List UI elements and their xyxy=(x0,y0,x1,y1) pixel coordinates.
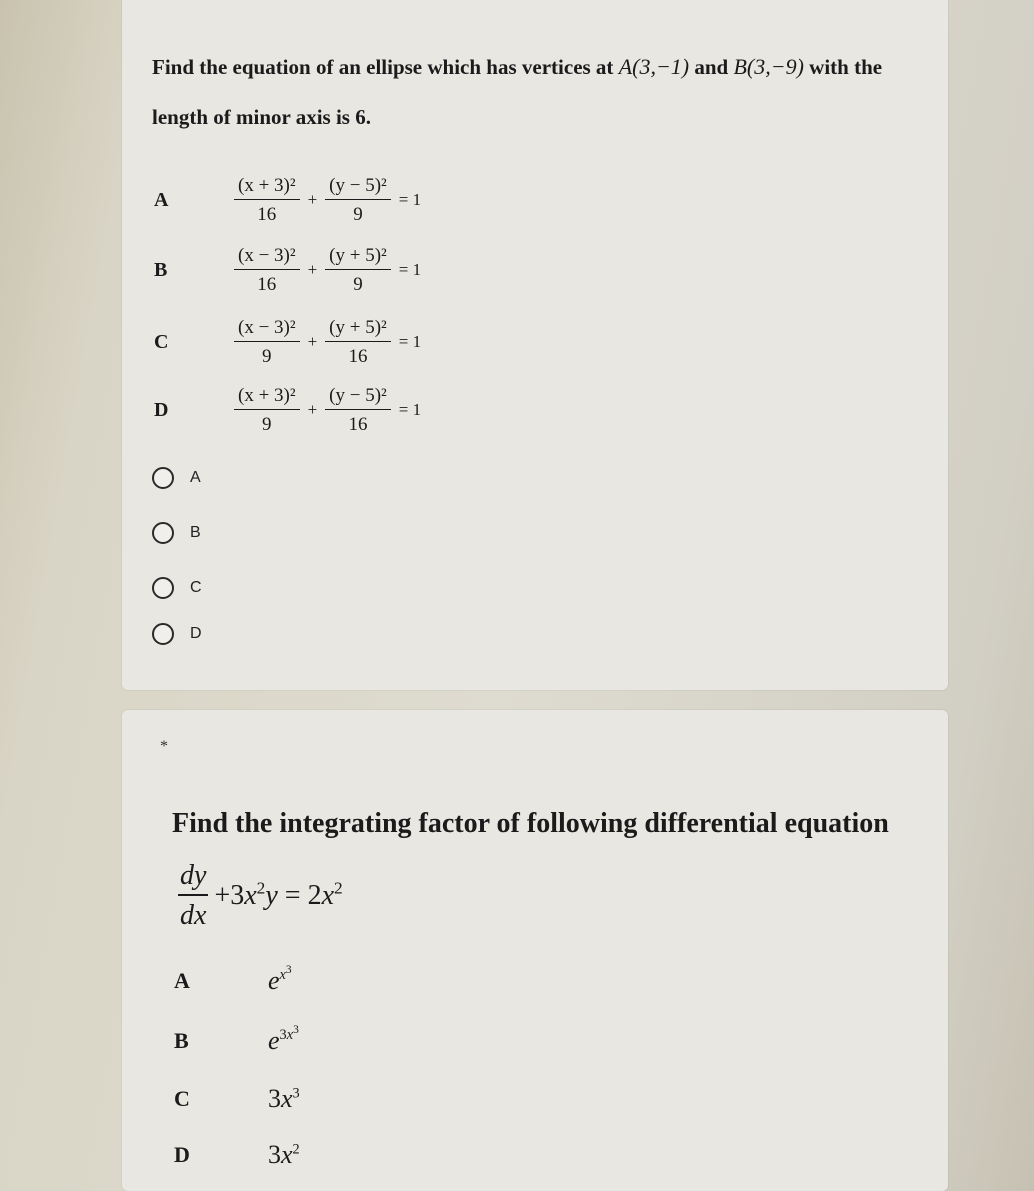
differential-equation xyxy=(176,860,343,932)
ellipse-formula xyxy=(232,317,427,368)
option-value: $e^{3x^3}$ xyxy=(268,1024,299,1055)
q1-option-c xyxy=(154,310,427,374)
radio-button[interactable] xyxy=(152,467,174,489)
fraction-denominator: 16 xyxy=(348,345,368,367)
radio-button[interactable] xyxy=(152,577,174,599)
derivative-denominator: dx xyxy=(180,900,207,931)
question-card-1 xyxy=(122,0,948,690)
question-1-text-and: and xyxy=(694,55,729,79)
equation-remainder: $+3x^2y = 2x^2$ xyxy=(214,878,343,911)
radio-label: B xyxy=(190,524,201,541)
q1-option-d xyxy=(154,378,427,442)
ellipse-formula xyxy=(232,175,427,226)
option-letter: A xyxy=(154,188,169,211)
fraction-numerator: (x + 3)² xyxy=(234,175,300,200)
q1-option-b xyxy=(154,238,427,302)
plus-sign: + xyxy=(307,332,318,351)
plus-sign: + xyxy=(307,260,318,279)
radio-label: A xyxy=(190,469,201,486)
question-1-text-part: Find the equation of an ellipse which has vertices at xyxy=(152,55,614,79)
fraction-denominator: 9 xyxy=(353,273,363,295)
q2-option-b xyxy=(174,1016,299,1066)
fraction-numerator: (y + 5)² xyxy=(325,245,391,270)
radio-button[interactable] xyxy=(152,623,174,645)
option-value: $3x^2$ xyxy=(268,1140,300,1169)
option-letter: B xyxy=(174,1028,189,1053)
option-value: $3x^3$ xyxy=(268,1084,300,1113)
equals-one: = 1 xyxy=(398,190,422,209)
equals-one: = 1 xyxy=(398,260,422,279)
option-letter: D xyxy=(174,1142,190,1167)
vertex-b: B(3,−9) xyxy=(733,54,804,79)
derivative-numerator: dy xyxy=(178,860,208,896)
q2-option-d xyxy=(174,1130,300,1180)
fraction-denominator: 9 xyxy=(262,413,272,435)
equals-one: = 1 xyxy=(398,400,422,419)
q2-option-a xyxy=(174,956,292,1006)
fraction-denominator: 9 xyxy=(353,203,363,225)
fraction-denominator: 9 xyxy=(262,345,272,367)
option-letter: C xyxy=(154,330,169,353)
q1-option-a xyxy=(154,168,427,232)
fraction-denominator: 16 xyxy=(257,273,277,295)
option-value: $e^{x^3}$ xyxy=(268,964,292,995)
question-2-text: Find the integrating factor of following differential equation xyxy=(172,808,889,839)
fraction-denominator: 16 xyxy=(348,413,368,435)
vertex-a: A(3,−1) xyxy=(618,54,690,79)
option-letter: B xyxy=(154,258,168,281)
radio-label: C xyxy=(190,579,202,596)
radio-choice-c[interactable] xyxy=(152,572,202,604)
option-letter: D xyxy=(154,398,169,421)
ellipse-formula xyxy=(232,385,427,436)
fraction-numerator: (x + 3)² xyxy=(234,385,300,410)
fraction-numerator: (y − 5)² xyxy=(325,385,391,410)
radio-choice-a[interactable] xyxy=(152,462,201,494)
option-letter: C xyxy=(174,1086,190,1111)
q2-option-c xyxy=(174,1074,300,1124)
plus-sign: + xyxy=(307,400,318,419)
fraction-denominator: 16 xyxy=(257,203,277,225)
option-letter: A xyxy=(174,968,190,993)
question-1-text-end: with the length of minor axis is 6. xyxy=(152,55,883,129)
fraction-numerator: (x − 3)² xyxy=(234,317,300,342)
radio-label: D xyxy=(190,625,202,642)
question-card-2 xyxy=(122,710,948,1191)
question-1-text xyxy=(152,42,932,142)
fraction-numerator: (y + 5)² xyxy=(325,317,391,342)
plus-sign: + xyxy=(307,190,318,209)
equals-one: = 1 xyxy=(398,332,422,351)
radio-choice-d[interactable] xyxy=(152,618,202,650)
fraction-numerator: (x − 3)² xyxy=(234,245,300,270)
ellipse-formula xyxy=(232,245,427,296)
radio-button[interactable] xyxy=(152,522,174,544)
radio-choice-b[interactable] xyxy=(152,517,201,549)
fraction-numerator: (y − 5)² xyxy=(325,175,391,200)
required-asterisk: * xyxy=(160,738,168,755)
